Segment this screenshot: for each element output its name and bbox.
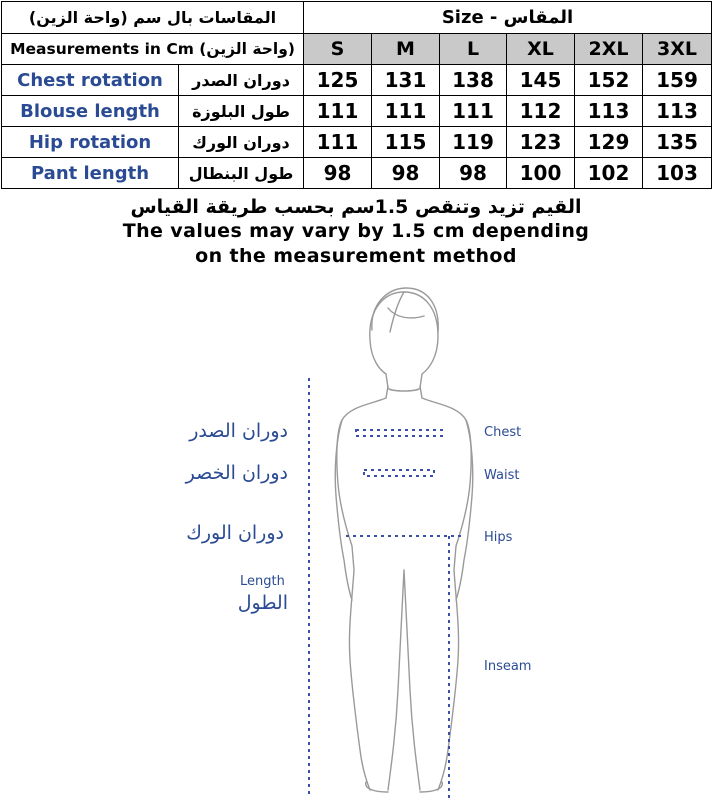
table-cell: 135: [643, 127, 712, 158]
table-cell: 115: [372, 127, 440, 158]
feet-outline: [366, 782, 443, 792]
torso-outline: [337, 386, 471, 790]
table-row: [2, 96, 712, 127]
row-label-en: Pant length: [2, 158, 179, 189]
table-cell: 159: [643, 65, 712, 96]
measurement-note-english-line1: The values may vary by 1.5 cm depending: [122, 220, 590, 242]
table-cell: 113: [643, 96, 712, 127]
table-cell: 129: [575, 127, 643, 158]
row-label-en: Hip rotation: [2, 127, 179, 158]
inner-leg-outline: [388, 570, 420, 790]
row-label-en: Blouse length: [2, 96, 179, 127]
hips-label-english: Hips: [484, 530, 513, 545]
table-cell: 111: [440, 96, 507, 127]
table-cell: 111: [304, 127, 372, 158]
table-cell: 98: [440, 158, 507, 189]
table-row: [2, 127, 712, 158]
table-cell: 111: [372, 96, 440, 127]
table-size-row: [2, 34, 712, 65]
table-cell: 138: [440, 65, 507, 96]
waist-label-english: Waist: [484, 468, 520, 483]
row-label-ar: دوران الورك: [179, 127, 304, 158]
header-arabic-title: المقاسات بال سم (واحة الزين): [2, 2, 304, 34]
row-label-ar: دوران الصدر: [179, 65, 304, 96]
length-label-arabic: الطول: [237, 592, 288, 614]
size-header-3xl: 3XL: [643, 34, 712, 65]
left-arm-outline: [335, 420, 352, 600]
table-cell: 102: [575, 158, 643, 189]
hip-label-arabic: دوران الورك: [186, 522, 284, 544]
chest-label-arabic: دوران الصدر: [189, 420, 288, 442]
row-label-en: Chest rotation: [2, 65, 179, 96]
table-cell: 103: [643, 158, 712, 189]
size-header-2xl: 2XL: [575, 34, 643, 65]
size-header-xl: XL: [507, 34, 575, 65]
hair-outline: [372, 288, 438, 332]
table-cell: 152: [575, 65, 643, 96]
row-label-ar: طول البلوزة: [179, 96, 304, 127]
measurement-note-arabic: القيم تزيد وتنقص 1.5سم بحسب طريقة القياس: [130, 196, 582, 218]
size-chart-table: [1, 1, 712, 189]
table-cell: 111: [304, 96, 372, 127]
table-row: [2, 158, 712, 189]
size-header-l: L: [440, 34, 507, 65]
header-measurements-title: Measurements in Cm (واحة الزين): [2, 34, 304, 65]
table-cell: 119: [440, 127, 507, 158]
chest-guide: [356, 430, 442, 436]
table-row: [2, 65, 712, 96]
inseam-label-english: Inseam: [484, 659, 532, 674]
head-outline: [370, 292, 438, 391]
chest-label-english: Chest: [484, 425, 522, 440]
table-cell: 113: [575, 96, 643, 127]
table-cell: 125: [304, 65, 372, 96]
waist-guide: [364, 470, 434, 476]
length-label-english: Length: [240, 574, 285, 589]
right-arm-outline: [456, 420, 473, 600]
table-cell: 131: [372, 65, 440, 96]
measurement-note-english-line2: on the measurement method: [195, 245, 517, 267]
body-measurement-diagram: [0, 270, 712, 798]
size-header-m: M: [372, 34, 440, 65]
table-cell: 98: [304, 158, 372, 189]
body-figure-illustration: [0, 270, 712, 798]
waist-label-arabic: دوران الخصر: [185, 462, 288, 484]
table-title-row: [2, 2, 712, 34]
table-cell: 98: [372, 158, 440, 189]
header-size-title: Size - المقاس: [304, 2, 712, 34]
row-label-ar: طول البنطال: [179, 158, 304, 189]
table-cell: 112: [507, 96, 575, 127]
table-cell: 145: [507, 65, 575, 96]
size-header-s: S: [304, 34, 372, 65]
table-cell: 123: [507, 127, 575, 158]
table-cell: 100: [507, 158, 575, 189]
